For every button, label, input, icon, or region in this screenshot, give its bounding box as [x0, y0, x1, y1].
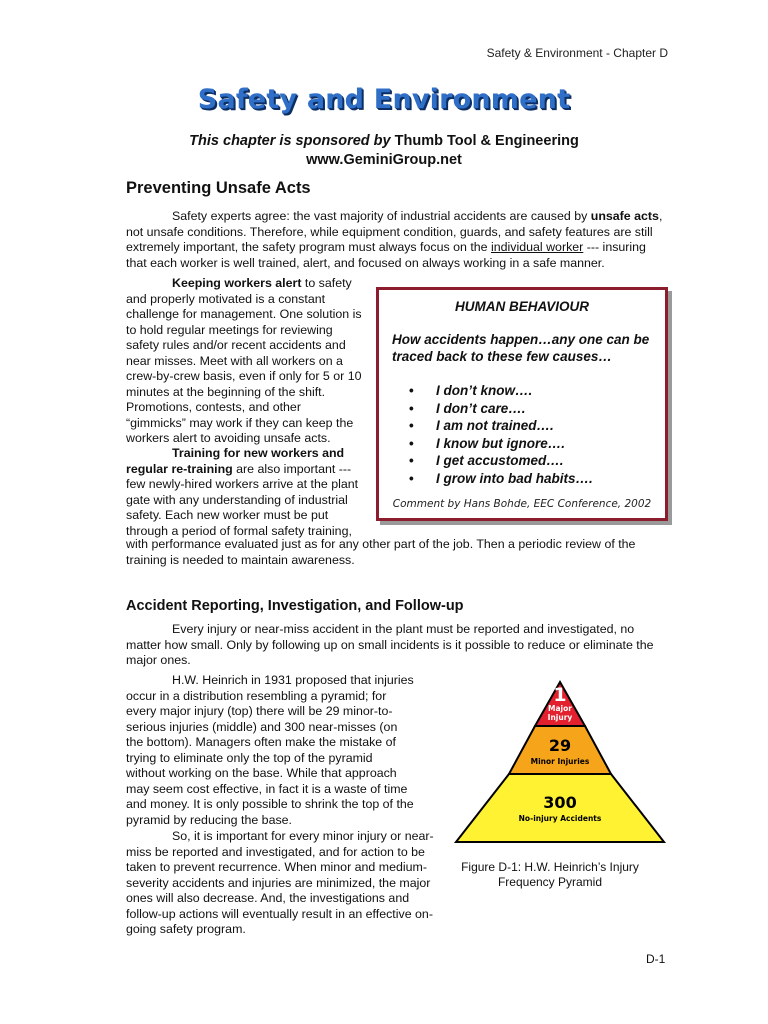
text-run: , not unsafe conditions. Therefore, while equipment condition, guards, and safety features are still extremely important, the safety program must always focus on the	[126, 209, 663, 254]
bullet-icon: •	[409, 400, 414, 416]
figure-caption: Figure D-1: H.W. Heinrich’s Injury Frequency Pyramid	[461, 860, 639, 889]
list-item-text: I grow into bad habits….	[436, 470, 593, 486]
paragraph-reporting: Every injury or near-miss accident in the plant must be reported and investigated, no matter how small. Only by following up on small incidents is it possible to reduce or eliminate the major ones.	[126, 622, 654, 667]
bullet-icon: •	[409, 383, 414, 398]
text-run: --- insuring that each worker is well trained, alert, and focused on always working in a safe manner.	[126, 240, 646, 270]
list-item	[409, 382, 659, 400]
pyramid-base-number: 300	[543, 793, 577, 812]
bullet-icon: •	[409, 470, 414, 486]
pyramid-mid-number: 29	[548, 736, 572, 755]
paragraph-training-continued: with performance evaluated just as for any other part of the job. Then a periodic review of the training is needed to maintain awareness.	[126, 537, 636, 567]
bullet-icon: •	[409, 453, 414, 468]
pyramid-top-label-1: Major	[548, 704, 572, 713]
list-item-text: I know but ignore….	[436, 435, 565, 451]
text-run: to safety and properly motivated is a constant challenge for management. One solution is to hold regular meetings for reviewing safety rules and/or recent accidents and near misses. Meet with all workers on a crew-by-crew basis, even if only for 5 or 10 minutes at the beginning of the shift. Promotions, contests, and other “gimmicks” may work if they can keep the workers alert to avoiding unsafe acts.	[126, 276, 362, 445]
paragraph-heinrich: H.W. Heinrich in 1931 proposed that injuries occur in a distribution resembling a pyramid; for every major injury (top) there will be 29 minor-to-serious injuries (middle) and 300 near-misses (on the bottom). Managers often make the mistake of trying to eliminate only the top of the pyramid without working on the base. While that approach may seem cost effective, in fact it is a waste of time and money. It is only possible to shrink the top of the pyramid by reducing the base.	[126, 673, 414, 827]
box-title: HUMAN BEHAVIOUR	[455, 299, 589, 314]
paragraph-minor-injury: So, it is important for every minor injury or near-miss be reported and investigated, and for action to be taken to prevent recurrence. When minor and medium-severity accidents and injuries are minimized, the major ones will also decrease. And, the investigations and follow-up actions will eventually result in an effective on-going safety program.	[126, 829, 434, 936]
list-item	[409, 452, 659, 470]
injury-pyramid	[448, 676, 672, 846]
section-heading-unsafe-acts: Preventing Unsafe Acts	[126, 179, 311, 197]
sponsor-prefix: This chapter is sponsored by	[189, 133, 391, 149]
text-run: are also important --- few newly-hired workers arrive at the plant gate with any understanding of industrial safety. Each new worker must be put through a period of formal safety training,	[126, 461, 359, 538]
emphasis-training: Training for new workers and regular re-training	[126, 446, 345, 476]
sponsor-block	[0, 132, 768, 170]
box-comment: Comment by Hans Bohde, EEC Conference, 2002	[392, 498, 652, 510]
section-heading-accident-reporting: Accident Reporting, Investigation, and Follow-up	[126, 598, 464, 614]
pyramid-base-label: No-injury Accidents	[518, 814, 602, 823]
paragraph-unsafe-acts	[126, 209, 666, 271]
sponsor-line	[0, 132, 768, 151]
paragraph-training	[126, 446, 362, 539]
paragraph-workers-alert	[126, 276, 362, 447]
list-item-text: I get accustomed….	[436, 453, 564, 468]
bullet-icon: •	[409, 418, 414, 433]
pyramid-top-number: 1	[553, 684, 567, 706]
running-header: Safety & Environment - Chapter D	[486, 46, 668, 60]
emphasis-individual-worker: individual worker	[491, 240, 584, 254]
human-behaviour-box	[376, 287, 668, 521]
bullet-icon: •	[409, 435, 414, 451]
page-number: D-1	[646, 952, 666, 966]
list-item-text: I don’t know….	[436, 383, 533, 398]
cause-list	[409, 382, 659, 487]
list-item	[409, 435, 659, 453]
list-item	[409, 417, 659, 435]
text-run: Safety experts agree: the vast majority of industrial accidents are caused by	[172, 209, 591, 223]
list-item	[409, 470, 659, 488]
page-title: Safety and Environment	[197, 84, 571, 115]
pyramid-mid-label: Minor Injuries	[530, 757, 590, 766]
box-intro: How accidents happen…any one can be traced back to these few causes…	[392, 332, 650, 364]
list-item-text: I don’t care….	[436, 400, 526, 416]
pyramid-top-label-2: Injury	[547, 713, 573, 722]
emphasis-unsafe-acts: unsafe acts	[590, 209, 659, 223]
sponsor-website: www.GeminiGroup.net	[306, 152, 462, 168]
sponsor-company: Thumb Tool & Engineering	[390, 133, 579, 149]
emphasis-workers-alert: Keeping workers alert	[172, 276, 302, 290]
list-item	[409, 400, 659, 418]
list-item-text: I am not trained….	[436, 418, 554, 433]
